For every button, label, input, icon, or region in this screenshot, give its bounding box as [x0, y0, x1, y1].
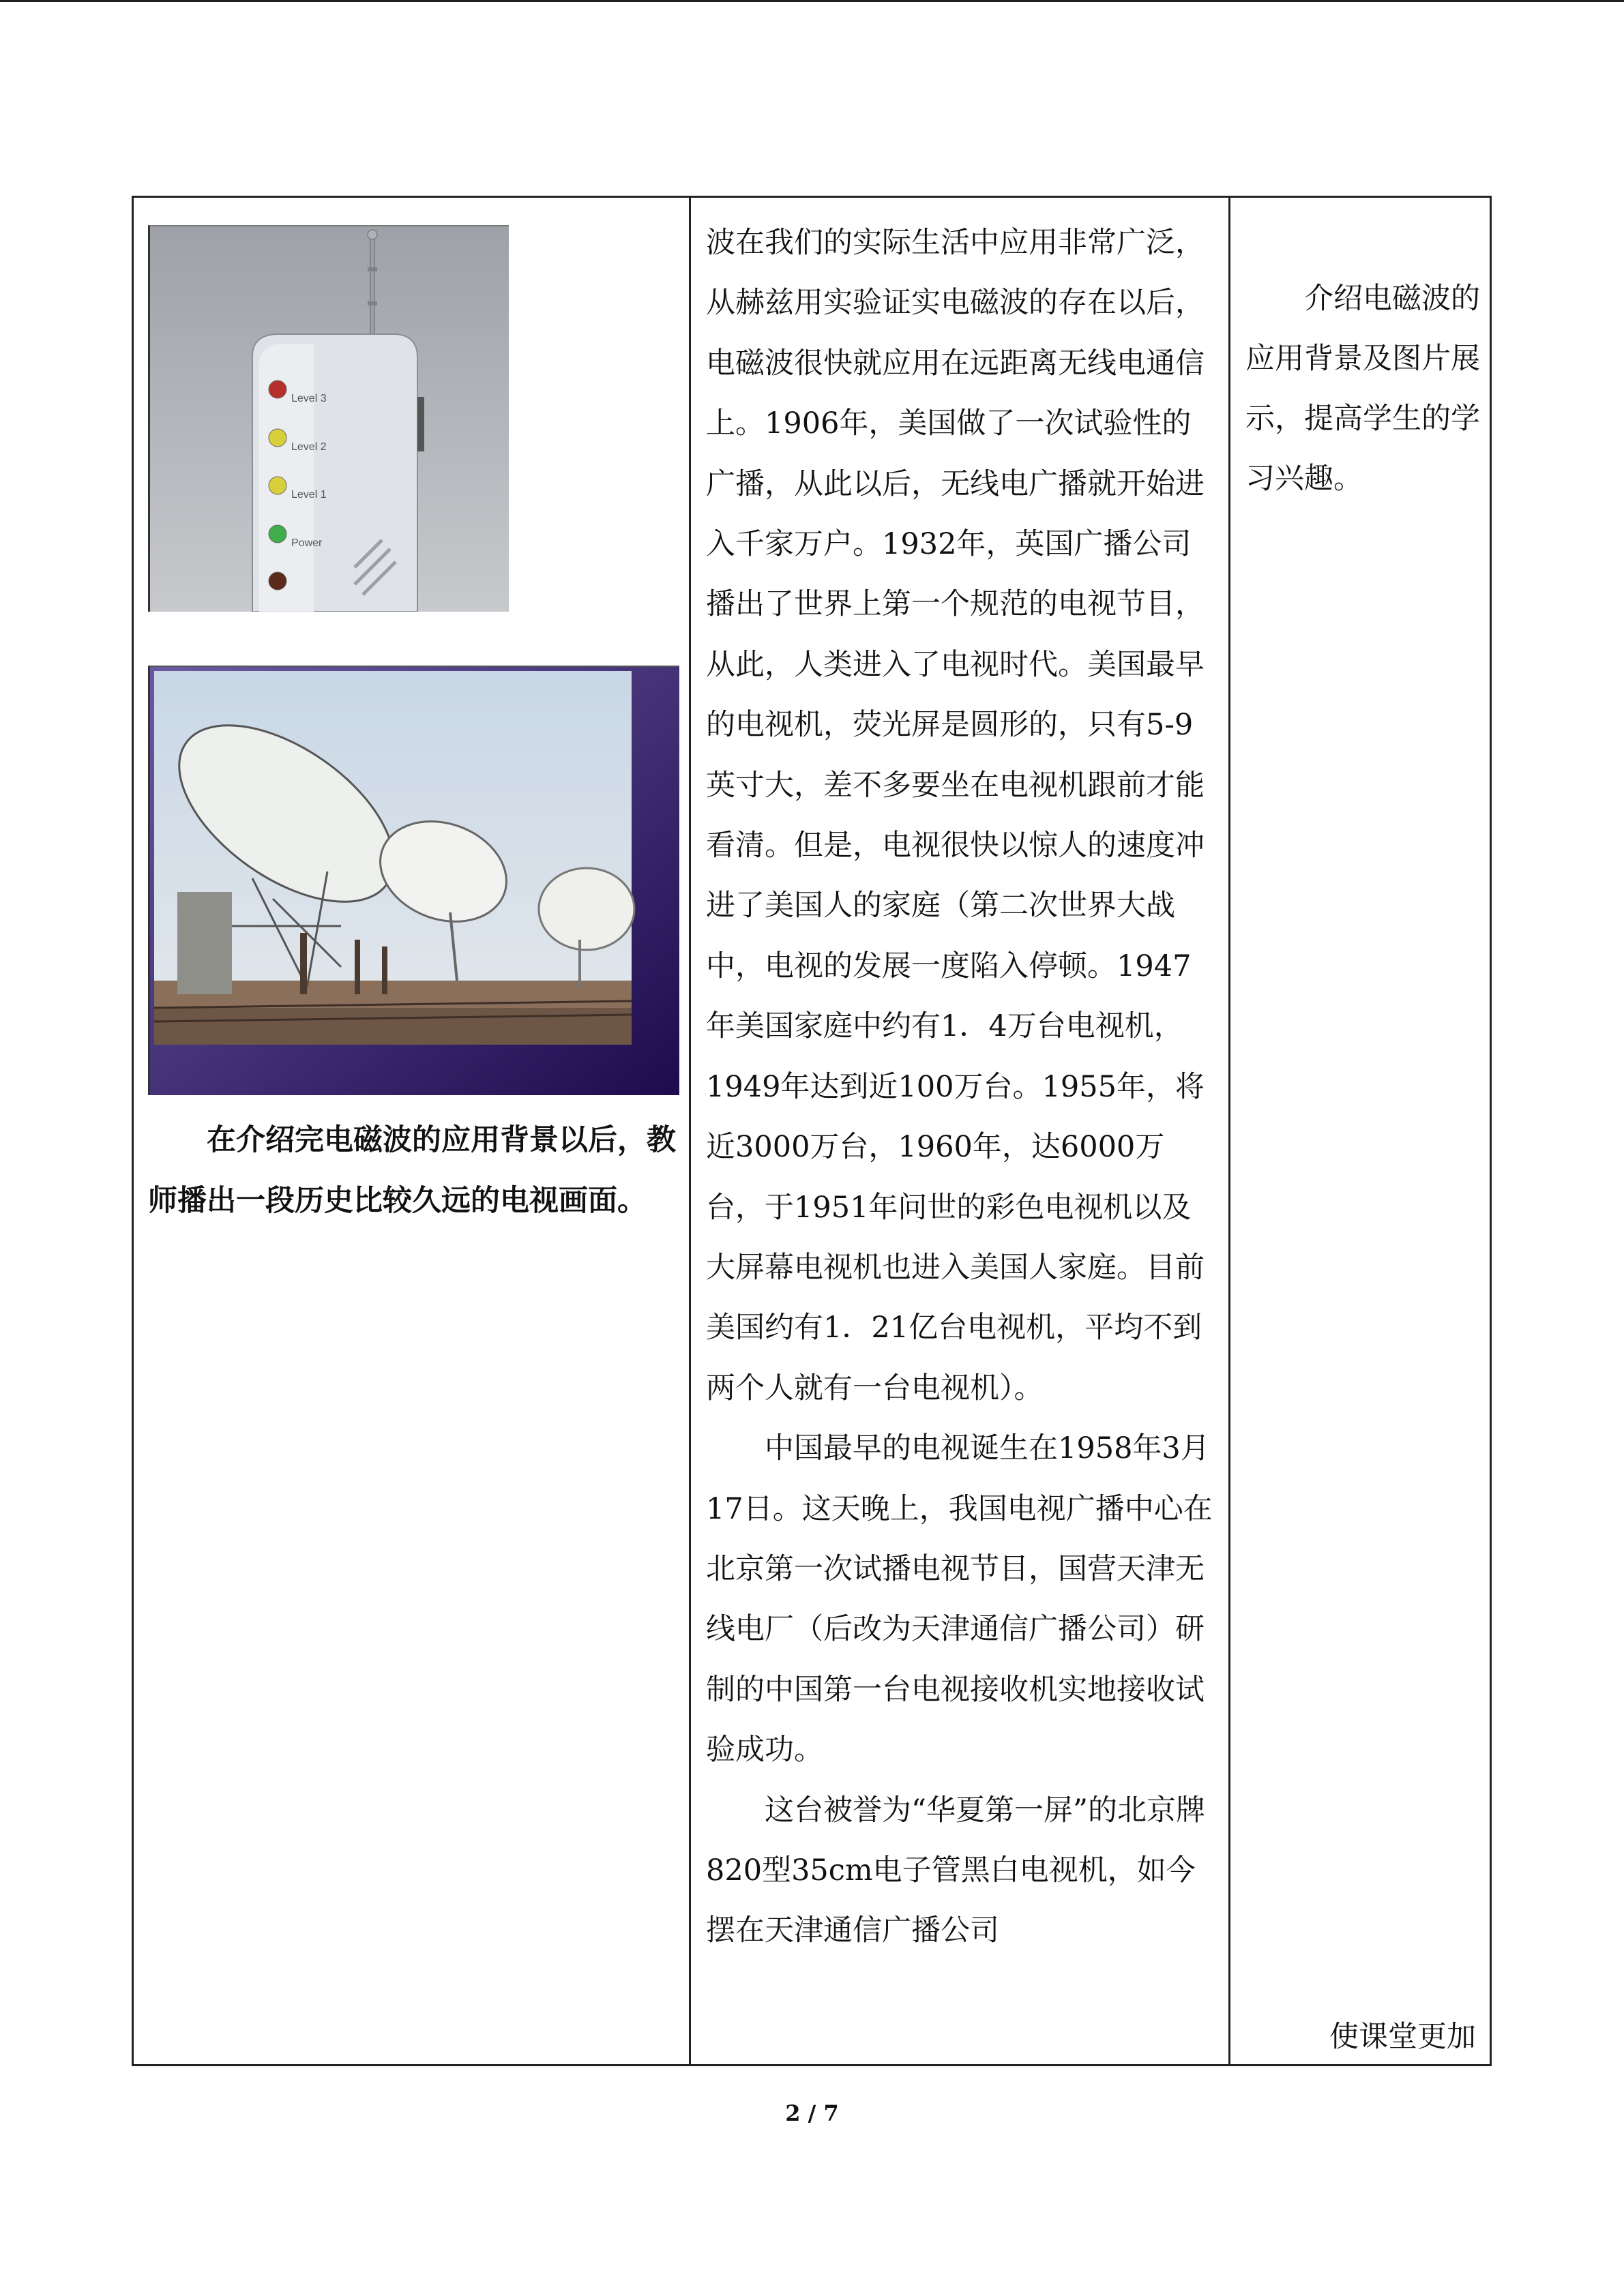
- led-label-level3: Level 3: [291, 393, 327, 404]
- top-rule: [0, 0, 1624, 2]
- page-number: 2 / 7: [785, 2100, 839, 2126]
- led-label-level2: Level 2: [291, 441, 327, 453]
- led-label-level1: Level 1: [291, 489, 327, 501]
- purpose-note: 介绍电磁波的应用背景及图片展示，提高学生的学习兴趣。: [1245, 282, 1480, 496]
- media-column: [134, 198, 689, 2064]
- content-body: [706, 213, 1217, 1961]
- led-label-power: Power: [291, 537, 323, 549]
- content-paragraph-1: 波在我们的实际生活中应用非常广泛，从赫兹用实验证实电磁波的存在以后，电磁波很快就应用在远距离无线电通信上。1906年，美国做了一次试验性的广播，从此以后，无线电广播就开始进入千家万户。1932年，英国广播公司播出了世界上第一个规范的电视节目，从此，人类进入了电视时代。美国最早的电视机，荧光屏是圆形的，只有5-9英寸大，差不多要坐在电视机跟前才能看清。但是，电视很快以惊人的速度冲进了美国人的家庭（第二次世界大战中，电视的发展一度陷入停顿。1947年美国家庭中约有1．4万台电视机，1949年达到近100万台。1955年，将近3000万台，1960年，达6000万台，于1951年问世的彩色电视机以及大屏幕电视机也进入美国人家庭。目前美国约有1．21亿台电视机，平均不到两个人就有一台电视机）。: [706, 226, 1205, 1405]
- content-column: [691, 198, 1228, 2064]
- satellite-dish-image: [148, 666, 679, 1095]
- purpose-note-continued: 使课堂更加: [1329, 2020, 1476, 2054]
- lesson-table: [132, 196, 1492, 2066]
- purpose-column: [1230, 198, 1490, 2064]
- detector-device-image: [148, 225, 509, 612]
- content-paragraph-2: 中国最早的电视诞生在1958年3月17日。这天晚上，我国电视广播中心在北京第一次试播电视节目，国营天津无线电厂（后改为天津通信广播公司）研制的中国第一台电视接收机实地接收试验成功。: [706, 1431, 1213, 1768]
- content-paragraph-3: 这台被誉为“华夏第一屏”的北京牌820型35cm电子管黑白电视机，如今摆在天津通信广播公司: [706, 1793, 1205, 1948]
- teacher-activity-text: 在介绍完电磁波的应用背景以后，教师播出一段历史比较久远的电视画面。: [148, 1123, 676, 1218]
